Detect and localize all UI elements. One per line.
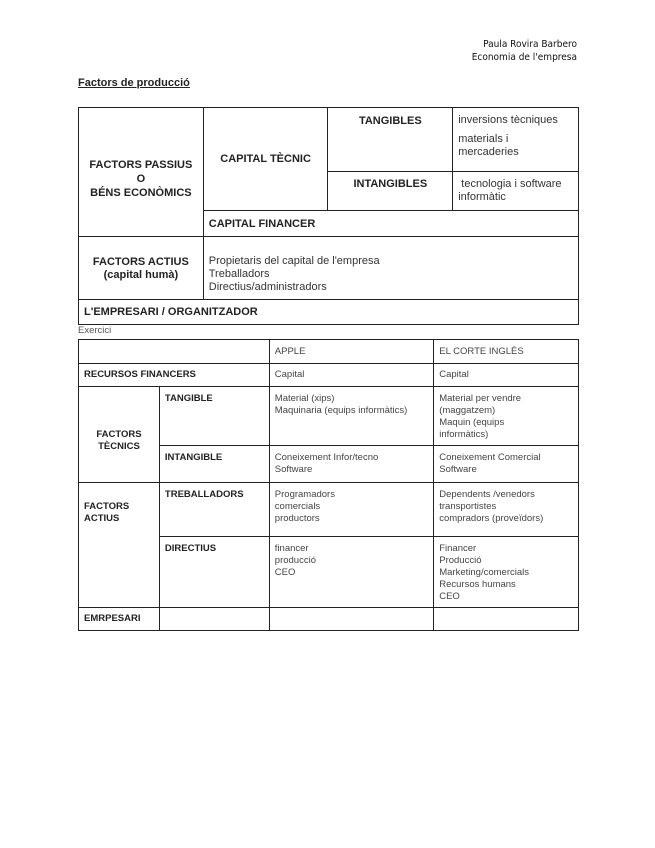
- col-apple-header: [269, 340, 433, 364]
- directius-eci-value: Financer Producció Marketing/comercials Recursos humans CEO: [439, 543, 529, 602]
- intangible-eci-value: Coneixement Comercial Software: [439, 452, 541, 475]
- intangible-cell: [159, 446, 269, 483]
- directius-cell: [159, 537, 269, 608]
- exercici-table: [78, 339, 579, 631]
- capital-tecnic-cell: [203, 108, 328, 211]
- treballadors-apple-cell: [269, 483, 433, 537]
- emrpesari-empty-2: [269, 608, 433, 631]
- rf-eci-value: Capital: [439, 369, 469, 380]
- factors-actius-cell-2: [79, 483, 160, 608]
- factors-tecnics-label: FACTORS TÈCNICS: [96, 428, 142, 452]
- intangible-apple-value: Coneixement Infor/tecno Software: [274, 452, 379, 475]
- intangible-label: INTANGIBLE: [164, 452, 223, 463]
- recursos-financers-label: RECURSOS FINANCERS: [84, 369, 196, 380]
- col-eci-label: EL CORTE INGLÈS: [439, 345, 524, 357]
- empty-header-cell: [79, 340, 270, 364]
- intangibles-cell: [328, 172, 453, 211]
- tangible-cell: [159, 387, 269, 446]
- treballadors-eci-value: Dependents /venedors transportistes compradors (proveïdors): [439, 489, 544, 524]
- factors-passius-cell: [79, 108, 204, 237]
- tangible-eci-value: Material per vendre (maggatzem) Maquin (equips informàtics): [439, 393, 522, 440]
- factors-tecnics-cell: [79, 387, 160, 483]
- factors-actius-label-2: FACTORS ACTIUS: [84, 501, 130, 524]
- emrpesari-empty-3: [434, 608, 579, 631]
- subject-name: Economia de l'empresa: [471, 52, 577, 63]
- factors-passius-label: FACTORS PASSIUS O BÉNS ECONÒMICS: [89, 159, 193, 199]
- empresari-cell: [79, 300, 579, 325]
- exercici-label: Exercici: [78, 325, 112, 336]
- tangible-apple-value: Material (xips) Maquinaria (equips informàtics): [274, 393, 408, 416]
- capital-tecnic-label: CAPITAL TÈCNIC: [220, 153, 311, 165]
- directius-label: DIRECTIUS: [164, 543, 217, 554]
- page-title: Factors de producció: [78, 77, 190, 89]
- factors-actius-cell: [79, 237, 204, 300]
- recursos-financers-cell: [79, 364, 270, 387]
- treballadors-eci-cell: [434, 483, 579, 537]
- tangibles-items-cell: [453, 108, 579, 172]
- author-name: Paula Rovira Barbero: [483, 39, 577, 50]
- tangible-apple-cell: [269, 387, 433, 446]
- rf-apple-value: Capital: [274, 369, 305, 380]
- tangibles-cell: [328, 108, 453, 172]
- tangibles-item-1: inversions tècniques: [458, 114, 558, 126]
- tangible-label: TANGIBLE: [164, 393, 213, 404]
- tangibles-label: TANGIBLES: [358, 115, 422, 127]
- emrpesari-cell: [79, 608, 160, 631]
- intangible-eci-cell: [434, 446, 579, 483]
- tangible-eci-cell: [434, 387, 579, 446]
- intangibles-label: INTANGIBLES: [353, 178, 428, 190]
- capital-financer-cell: [203, 211, 578, 237]
- rf-apple-cell: [269, 364, 433, 387]
- directius-apple-cell: [269, 537, 433, 608]
- capital-financer-label: CAPITAL FINANCER: [208, 217, 316, 230]
- factors-actius-label: FACTORS ACTIUS (capital humà): [92, 256, 189, 281]
- intangible-apple-cell: [269, 446, 433, 483]
- col-apple-label: APPLE: [274, 345, 306, 357]
- directius-apple-value: financer producció CEO: [274, 543, 316, 578]
- emrpesari-empty-1: [159, 608, 269, 631]
- directius-eci-cell: [434, 537, 579, 608]
- treballadors-cell: [159, 483, 269, 537]
- emrpesari-label: EMRPESARI: [84, 613, 141, 624]
- empresari-label: L'EMPRESARI / ORGANITZADOR: [84, 306, 258, 318]
- document-header: [472, 38, 577, 64]
- rf-eci-cell: [434, 364, 579, 387]
- factors-actius-items: Propietaris del capital de l'empresa Treballadors Directius/administradors: [208, 255, 380, 293]
- factors-actius-items-cell: [203, 237, 578, 300]
- tangibles-item-2: materials i mercaderies: [458, 133, 519, 158]
- treballadors-apple-value: Programadors comercials productors: [274, 489, 335, 524]
- col-eci-header: [434, 340, 579, 364]
- intangibles-item: tecnologia i software informàtic: [458, 178, 562, 203]
- intangibles-items-cell: [453, 172, 579, 211]
- treballadors-label: TREBALLADORS: [164, 489, 244, 500]
- factors-table: [78, 107, 579, 325]
